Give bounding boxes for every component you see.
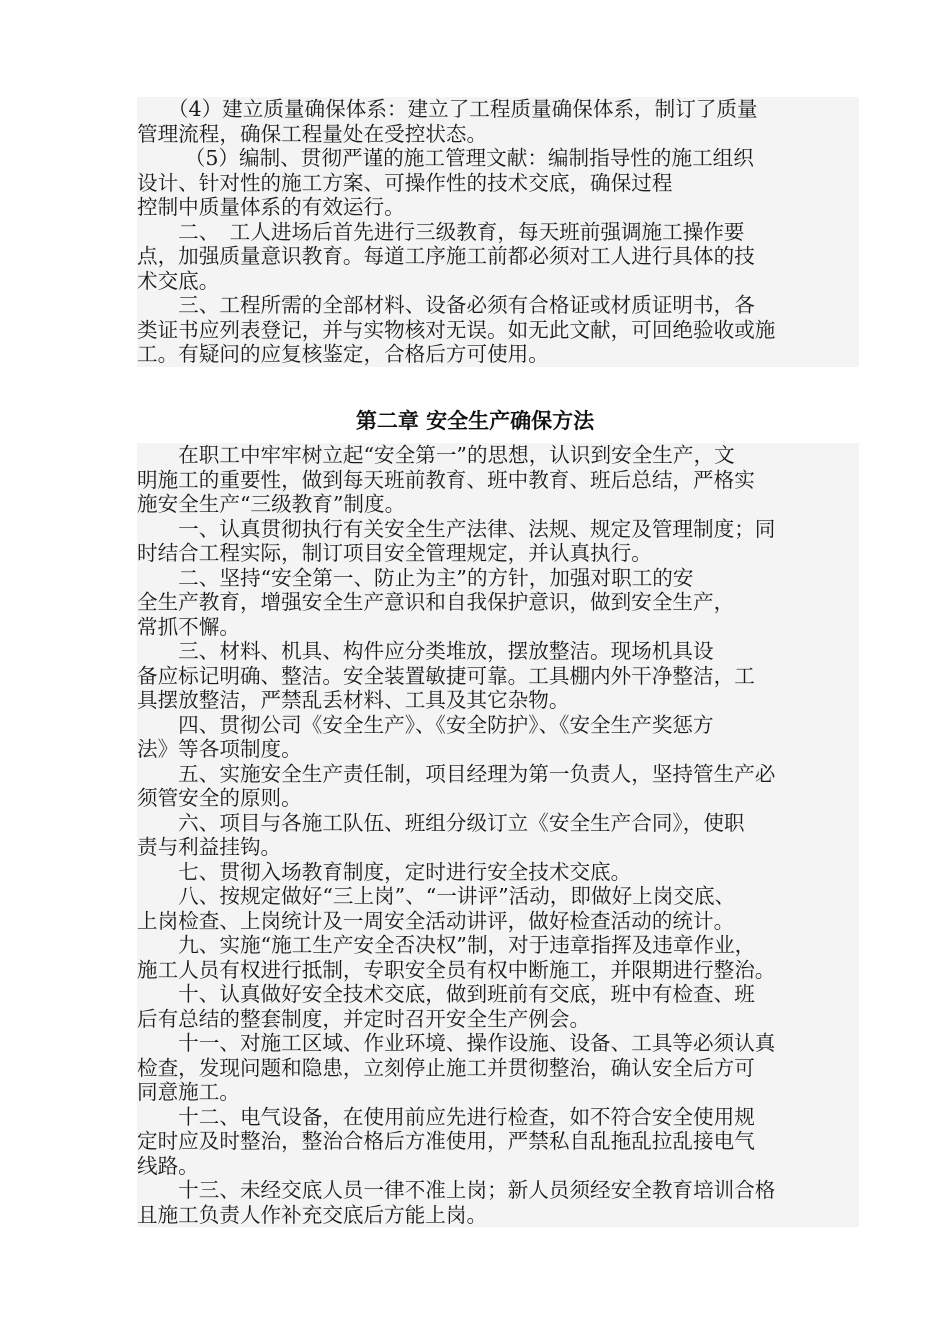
text-line: 且施工负责人作补充交底后方能上岗。 bbox=[137, 1202, 488, 1227]
text-line: 十三、未经交底人员一律不准上岗；新人员须经安全教育培训合格 bbox=[137, 1178, 776, 1202]
text-line: 点，加强质量意识教育。每道工序施工前都必须对工人进行具体的技 bbox=[137, 244, 755, 268]
text-line: 施安全生产“三级教育”制度。 bbox=[137, 492, 406, 516]
text-line: 五、实施安全生产责任制，项目经理为第一负责人，坚持管生产必 bbox=[137, 761, 776, 786]
text-line: 一、认真贯彻执行有关安全生产法律、法规、规定及管理制度；同 bbox=[137, 516, 776, 541]
text-line: 上岗检查、上岗统计及一周安全活动讲评，做好检查活动的统计。 bbox=[137, 908, 735, 933]
text-line: 类证书应列表登记，并与实物核对无误。如无此文献，可回绝验收或施 bbox=[137, 317, 776, 342]
text-line: 常抓不懈。 bbox=[137, 614, 240, 639]
text-line: 工。有疑问的应复核鉴定，合格后方可使用。 bbox=[137, 342, 549, 366]
text-line: 七、贯彻入场教育制度，定时进行安全技术交底。 bbox=[137, 859, 632, 884]
text-line: 施工人员有权进行抵制，专职安全员有权中断施工，并限期进行整治。 bbox=[137, 957, 776, 982]
text-line: 管理流程，确保工程量处在受控状态。 bbox=[137, 121, 488, 146]
text-line: 线路。 bbox=[137, 1153, 199, 1178]
text-line: 四、贯彻公司《安全生产》、《安全防护》、《安全生产奖惩方 bbox=[137, 712, 714, 737]
text-line: 三、材料、机具、构件应分类堆放，摆放整洁。现场机具设 bbox=[137, 639, 714, 663]
text-line: 定时应及时整治，整治合格后方准使用，严禁私自乱拖乱拉乱接电气 bbox=[137, 1129, 755, 1153]
text-line: 备应标记明确、整洁。安全装置敏捷可靠。工具棚内外干净整洁，工 bbox=[137, 663, 755, 688]
text-line: 六、项目与各施工队伍、班组分级订立《安全生产合同》，使职 bbox=[137, 810, 745, 835]
text-line: 同意施工。 bbox=[137, 1080, 240, 1104]
quality-assurance-section bbox=[137, 97, 859, 367]
text-line: 九、实施“施工生产安全否决权”制，对于违章指挥及违章作业， bbox=[137, 933, 756, 957]
text-line: 时结合工程实际，制订项目安全管理规定，并认真执行。 bbox=[137, 541, 652, 565]
safety-section bbox=[137, 443, 859, 1227]
text-line: 二、坚持“安全第一、防止为主”的方针，加强对职工的安 bbox=[137, 565, 694, 590]
text-line: （4）建立质量确保体系：建立了工程质量确保体系，制订了质量 bbox=[137, 97, 758, 121]
text-line: 八、按规定做好“三上岗”、“一讲评”活动，即做好上岗交底、 bbox=[137, 884, 736, 908]
text-line: 十一、对施工区域、作业环境、操作设施、设备、工具等必须认真 bbox=[137, 1031, 776, 1055]
text-line: 术交底。 bbox=[137, 268, 220, 293]
text-line: 后有总结的整套制度，并定时召开安全生产例会。 bbox=[137, 1006, 591, 1031]
text-line: 设计、针对性的施工方案、可操作性的技术交底，确保过程 bbox=[137, 170, 673, 195]
text-line: 须管安全的原则。 bbox=[137, 786, 302, 810]
text-line: 十二、电气设备，在使用前应先进行检查，如不符合安全使用规 bbox=[137, 1104, 755, 1129]
text-line: 检查，发现问题和隐患，立刻停止施工并贯彻整治，确认安全后方可 bbox=[137, 1055, 755, 1080]
chapter-title: 第二章 安全生产确保方法 bbox=[355, 409, 595, 433]
text-line: 责与利益挂钩。 bbox=[137, 835, 282, 859]
text-line: 具摆放整洁，严禁乱丢材料、工具及其它杂物。 bbox=[137, 688, 570, 712]
text-line: 明施工的重要性，做到每天班前教育、班中教育、班后总结，严格实 bbox=[137, 467, 755, 492]
text-line: 十、认真做好安全技术交底，做到班前有交底，班中有检查、班 bbox=[137, 982, 755, 1006]
text-line: 法》等各项制度。 bbox=[137, 737, 302, 761]
text-line: 在职工中牢牢树立起“安全第一”的思想，认识到安全生产，文 bbox=[137, 443, 735, 467]
text-line: 三、工程所需的全部材料、设备必须有合格证或材质证明书，各 bbox=[137, 293, 755, 317]
text-line: 全生产教育，增强安全生产意识和自我保护意识，做到安全生产， bbox=[137, 590, 735, 614]
text-line: （5）编制、贯彻严谨的施工管理文献：编制指导性的施工组织 bbox=[137, 146, 754, 170]
text-line: 二、 工人进场后首先进行三级教育，每天班前强调施工操作要 bbox=[137, 219, 745, 244]
text-line: 控制中质量体系的有效运行。 bbox=[137, 195, 405, 219]
